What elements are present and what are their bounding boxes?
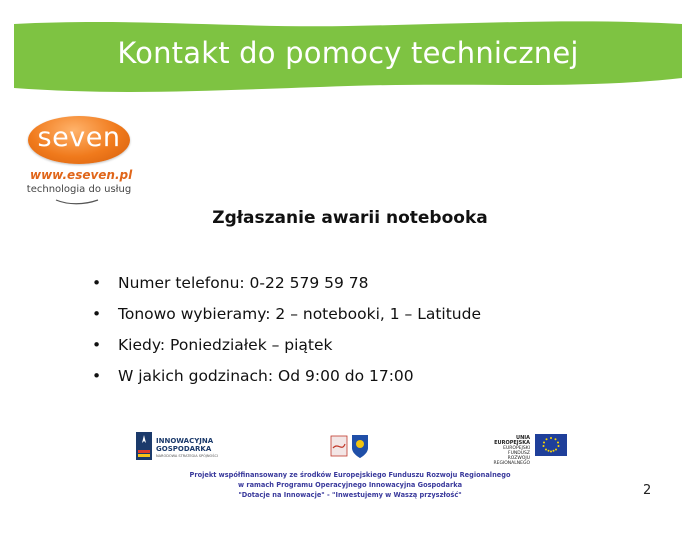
project-info: Projekt współfinansowany ze środków Europejskiego Funduszu Rozwoju Regionalnego w ramach Programu Operacyjnego Innowacyjna Gospodarka "Dotacje na Innowacje" - "Inwestujemy w Waszą przyszłość" bbox=[189, 471, 511, 499]
slide-number: 2 bbox=[643, 483, 652, 498]
bullet-icon: • bbox=[92, 367, 102, 385]
eu-flag-icon bbox=[535, 434, 567, 456]
bullet-icon: • bbox=[92, 305, 102, 323]
list-item-text: Tonowo wybieramy: 2 – notebooki, 1 – Latitude bbox=[118, 305, 481, 323]
eu-logo bbox=[480, 434, 570, 466]
section-heading: Zgłaszanie awarii notebooka bbox=[212, 208, 488, 228]
list-item-text: Numer telefonu: 0-22 579 59 78 bbox=[118, 274, 369, 292]
seven-logo bbox=[24, 112, 136, 208]
list-item-text: W jakich godzinach: Od 9:00 do 17:00 bbox=[118, 367, 414, 385]
eu-text: UNIA EUROPEJSKA EUROPEJSKI FUNDUSZ ROZWOJU REGIONALNEGO bbox=[493, 435, 530, 466]
title-banner bbox=[14, 18, 682, 96]
ig-flag-icon bbox=[136, 432, 152, 460]
footer-logos bbox=[0, 428, 700, 464]
ig-name: INNOWACYJNA GOSPODARKA bbox=[156, 437, 214, 453]
ig-subtitle: NARODOWA STRATEGIA SPÓJNOŚCI bbox=[156, 454, 218, 458]
logo-brand: seven bbox=[37, 122, 121, 153]
bullet-icon: • bbox=[92, 336, 102, 354]
logo-tagline: technologia do usług bbox=[26, 184, 132, 195]
list-item-text: Kiedy: Poniedziałek – piątek bbox=[118, 336, 333, 354]
regional-logos bbox=[330, 432, 370, 460]
bullet-icon: • bbox=[92, 274, 102, 292]
logo-oval bbox=[28, 116, 130, 164]
logo-swoosh-icon bbox=[54, 198, 100, 206]
page-title: Kontakt do pomocy technicznej bbox=[117, 36, 579, 70]
innowacyjna-gospodarka-logo bbox=[136, 432, 226, 462]
logo-url: www.eseven.pl bbox=[30, 168, 133, 182]
